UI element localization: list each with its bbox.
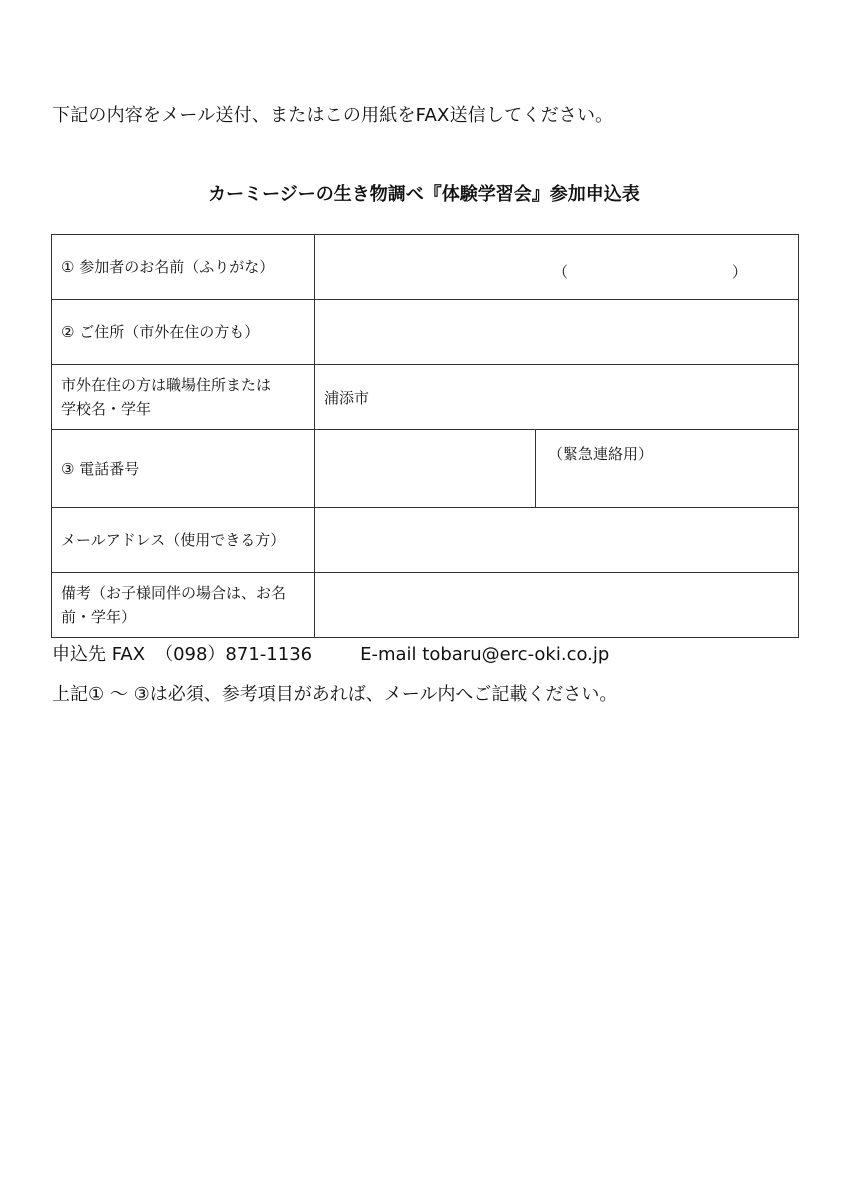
form-row-address bbox=[52, 300, 799, 365]
form-row-phone bbox=[52, 430, 799, 508]
phone-label: ③ 電話番号 bbox=[52, 430, 315, 508]
form-row-email bbox=[52, 508, 799, 573]
form-row-name bbox=[52, 235, 799, 300]
required-note: 上記① 〜 ③は必須、参考項目があれば、メール内へご記載ください。 bbox=[52, 684, 618, 705]
furigana-close-paren: ） bbox=[732, 263, 748, 281]
email-field[interactable] bbox=[315, 508, 799, 573]
remarks-label-line2: 前・学年） bbox=[61, 608, 137, 626]
remarks-field[interactable] bbox=[315, 573, 799, 638]
application-form-table bbox=[51, 234, 799, 638]
workplace-label-line1: 市外在住の方は職場住所または bbox=[61, 376, 272, 394]
emergency-contact-field[interactable]: （緊急連絡用） bbox=[536, 430, 799, 508]
address-label: ② ご住所（市外在住の方も） bbox=[52, 300, 315, 365]
email-label: メールアドレス（使用できる方） bbox=[52, 508, 315, 573]
contact-line bbox=[52, 640, 609, 666]
form-row-remarks bbox=[52, 573, 799, 638]
workplace-label bbox=[52, 365, 315, 430]
contact-email[interactable]: E-mail tobaru@erc-oki.co.jp bbox=[360, 644, 610, 665]
workplace-field[interactable]: 浦添市 bbox=[315, 365, 799, 430]
fax-number: （098）871-1136 bbox=[155, 644, 313, 665]
phone-field[interactable] bbox=[315, 430, 536, 508]
form-title: カーミージーの生き物調べ『体験学習会』参加申込表 bbox=[208, 184, 640, 205]
remarks-label bbox=[52, 573, 315, 638]
address-field[interactable] bbox=[315, 300, 799, 365]
form-row-workplace bbox=[52, 365, 799, 430]
remarks-label-line1: 備考（お子様同伴の場合は、お名 bbox=[61, 584, 287, 602]
furigana-open-paren: （ bbox=[553, 263, 569, 281]
name-label: ① 参加者のお名前（ふりがな） bbox=[52, 235, 315, 300]
name-field[interactable] bbox=[315, 235, 799, 300]
intro-text: 下記の内容をメール送付、またはこの用紙をFAX送信してください。 bbox=[52, 105, 614, 126]
workplace-label-line2: 学校名・学年 bbox=[61, 400, 152, 418]
contact-prefix: 申込先 FAX bbox=[52, 644, 146, 665]
